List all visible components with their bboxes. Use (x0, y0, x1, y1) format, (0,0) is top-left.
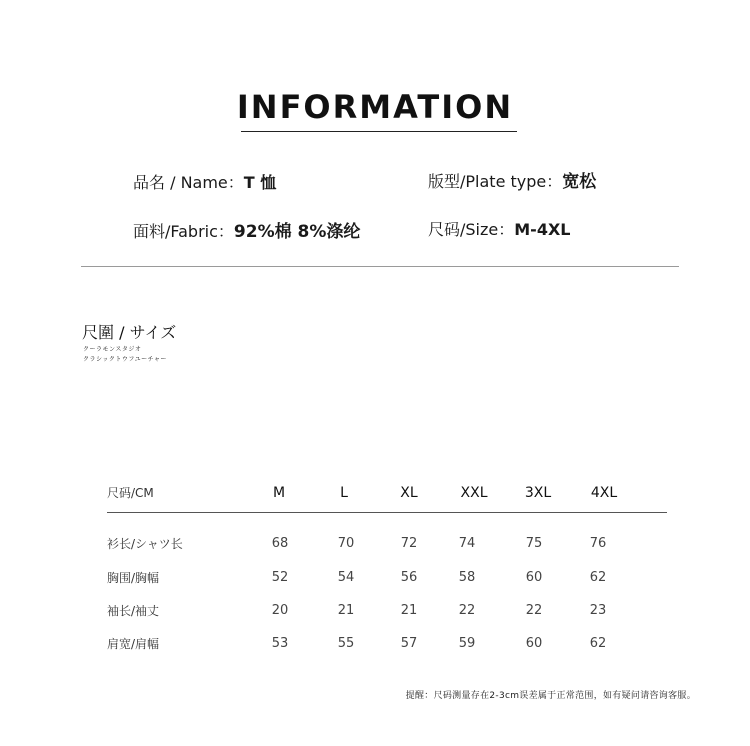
table-cell: 54 (337, 570, 355, 585)
info-name (133, 170, 276, 193)
table-cell: 22 (458, 603, 476, 618)
table-cell: 58 (458, 570, 476, 585)
row-label: 胸围/胸幅 (107, 571, 160, 585)
title-underline (241, 131, 517, 132)
table-cell: 52 (271, 570, 289, 585)
table-cell: 75 (525, 536, 543, 551)
table-cell: 62 (589, 636, 607, 651)
plate-type-value: 宽松 (562, 172, 597, 192)
fabric-value: 92%棉 8%涤纶 (233, 222, 361, 242)
size-column-header: L (340, 485, 348, 501)
fabric-label: 面料/Fabric： (133, 222, 234, 241)
table-cell: 60 (525, 636, 543, 651)
table-cell: 72 (400, 536, 418, 551)
row-label: 衫长/シャツ长 (107, 537, 183, 551)
table-cell: 60 (525, 570, 543, 585)
table-cell: 74 (458, 536, 476, 551)
size-column-header: 4XL (590, 485, 618, 501)
size-section-title: 尺圍 / サイズ (82, 323, 177, 342)
row-label: 肩宽/肩幅 (107, 637, 160, 651)
size-column-header: 3XL (524, 485, 552, 501)
table-cell: 21 (337, 603, 355, 618)
table-row (0, 599, 750, 623)
table-cell: 57 (400, 636, 418, 651)
plate-type-label: 版型/Plate type： (428, 172, 563, 191)
table-cell: 76 (589, 536, 607, 551)
table-cell: 20 (271, 603, 289, 618)
table-cell: 22 (525, 603, 543, 618)
name-value: T 恤 (243, 173, 277, 192)
table-cell: 56 (400, 570, 418, 585)
size-table-header (0, 481, 750, 505)
table-row (0, 632, 750, 656)
size-value: M-4XL (514, 220, 571, 239)
table-row (0, 566, 750, 590)
page-title: INFORMATION (236, 88, 514, 126)
table-cell: 55 (337, 636, 355, 651)
table-cell: 68 (271, 536, 289, 551)
table-cell: 53 (271, 636, 289, 651)
table-cell: 23 (589, 603, 607, 618)
table-cell: 21 (400, 603, 418, 618)
size-label: 尺码/Size： (428, 220, 515, 239)
size-table-header-label: 尺码/CM (107, 486, 154, 500)
table-cell: 70 (337, 536, 355, 551)
size-section-subtitle-2: クラシックトウフユーチャー (83, 356, 167, 363)
name-label: 品名 / Name： (133, 173, 244, 192)
measurement-note: 提醒：尺码测量存在2-3cm误差属于正常范围，如有疑问请咨询客服。 (405, 691, 696, 701)
size-section-subtitle-1: クーラモンスタジオ (83, 346, 142, 353)
table-cell: 59 (458, 636, 476, 651)
size-column-header: XXL (460, 485, 488, 501)
info-plate-type (428, 167, 596, 192)
info-size (428, 217, 570, 240)
size-column-header: XL (400, 485, 418, 501)
size-column-header: M (272, 485, 286, 501)
size-table-header-rule (107, 512, 667, 513)
table-row (0, 532, 750, 556)
section-divider (81, 266, 679, 267)
row-label: 袖长/袖丈 (107, 604, 160, 618)
info-fabric (133, 217, 360, 242)
table-cell: 62 (589, 570, 607, 585)
